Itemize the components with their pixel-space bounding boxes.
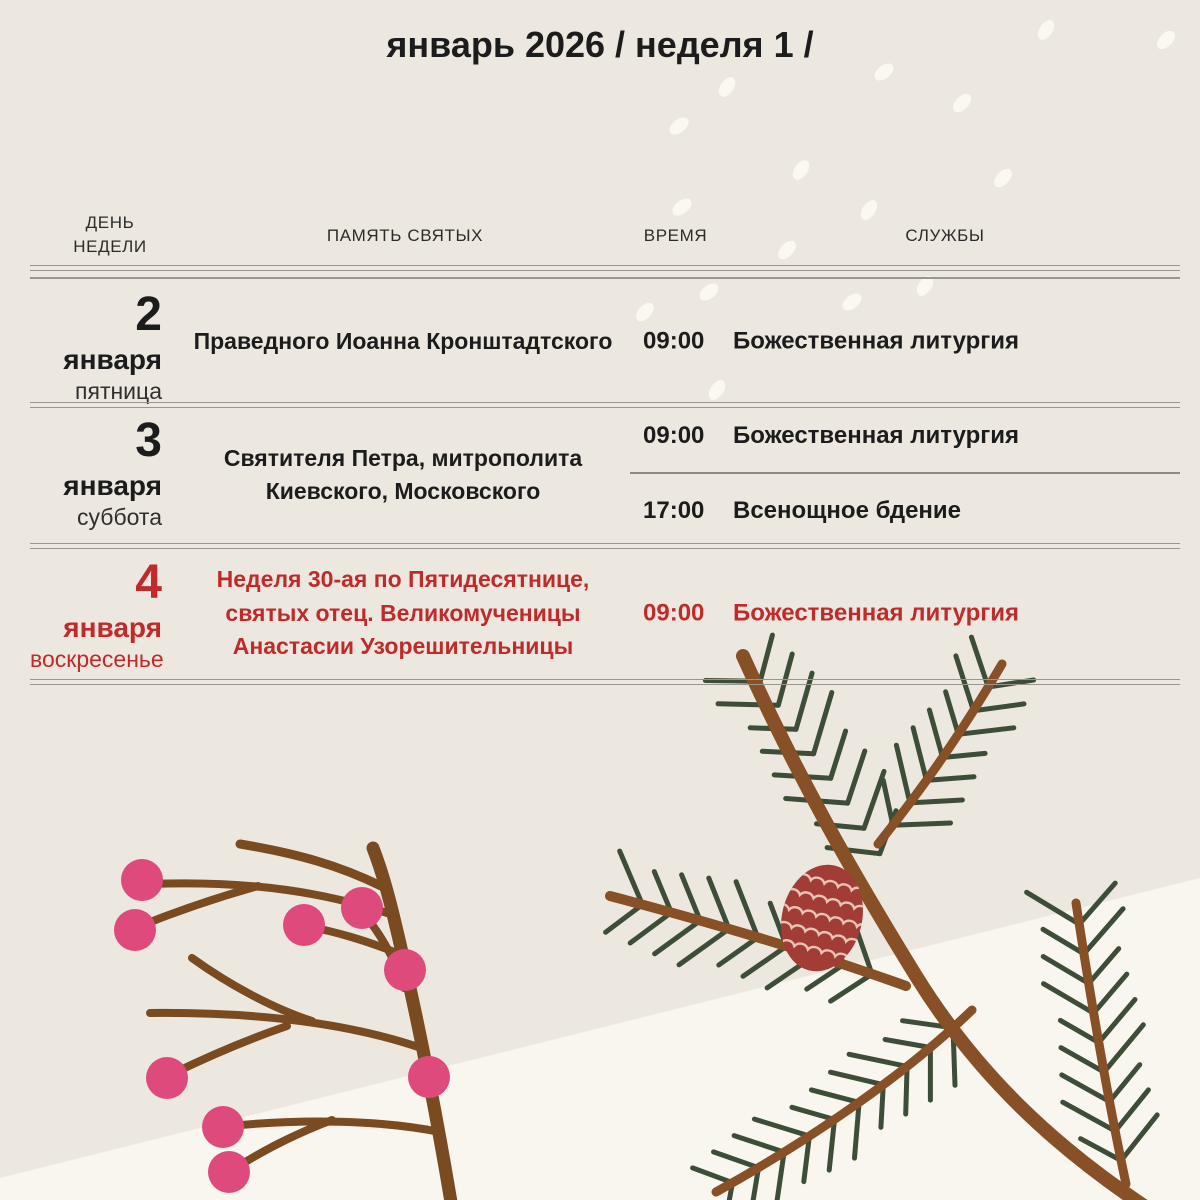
service-name: Божественная литургия [733, 422, 1020, 449]
service-time: 09:00 [643, 327, 705, 355]
header-rule-double [30, 265, 1180, 271]
day-month: января [63, 469, 162, 501]
day-weekday: суббота [77, 503, 162, 530]
saints-memory-text: Неделя 30-ая по Пятидесятнице, святых отец. Великомученицы Анастасии Узорешительницы [216, 566, 590, 660]
saints-memory-cell [178, 549, 628, 678]
day-cell [30, 407, 162, 532]
day-number: 3 [135, 414, 162, 467]
day-cell [30, 281, 162, 406]
saints-memory-cell [178, 281, 628, 403]
row-separator [30, 679, 1180, 685]
column-header-time: ВРЕМЯ [643, 226, 708, 245]
service-name: Божественная литургия [733, 599, 1020, 627]
service-time: 17:00 [643, 497, 705, 524]
service-name: Всенощное бдение [733, 497, 962, 524]
column-header-services: СЛУЖБЫ [905, 226, 985, 245]
day-number: 2 [135, 288, 162, 341]
service-time: 09:00 [643, 422, 705, 449]
day-cell [30, 549, 162, 674]
service-name: Божественная литургия [733, 327, 1020, 355]
table-row [0, 281, 1200, 403]
day-weekday: воскресенье [30, 645, 164, 672]
header-rule-single [30, 277, 1180, 279]
service-divider [630, 472, 1180, 474]
snow-drift-panel [0, 878, 1200, 1200]
day-weekday: пятница [75, 377, 162, 404]
saints-memory-text: Святителя Петра, митрополита Киевского, Московского [223, 444, 583, 504]
saints-memory-cell [178, 407, 628, 543]
service-line [643, 497, 961, 526]
day-month: января [63, 343, 162, 375]
service-line [643, 328, 1019, 357]
saints-memory-text: Праведного Иоанна Кронштадтского [193, 328, 613, 355]
table-row [0, 549, 1200, 678]
page-title: январь 2026 / неделя 1 / [386, 24, 814, 65]
column-header-memory: ПАМЯТЬ СВЯТЫХ [326, 226, 484, 245]
day-number: 4 [135, 556, 162, 609]
service-line [643, 599, 1019, 628]
column-header-day: ДЕНЬ НЕДЕЛИ [73, 213, 147, 256]
service-line [643, 422, 1019, 451]
day-month: января [63, 611, 162, 643]
service-time: 09:00 [643, 599, 705, 627]
table-row [0, 407, 1200, 543]
